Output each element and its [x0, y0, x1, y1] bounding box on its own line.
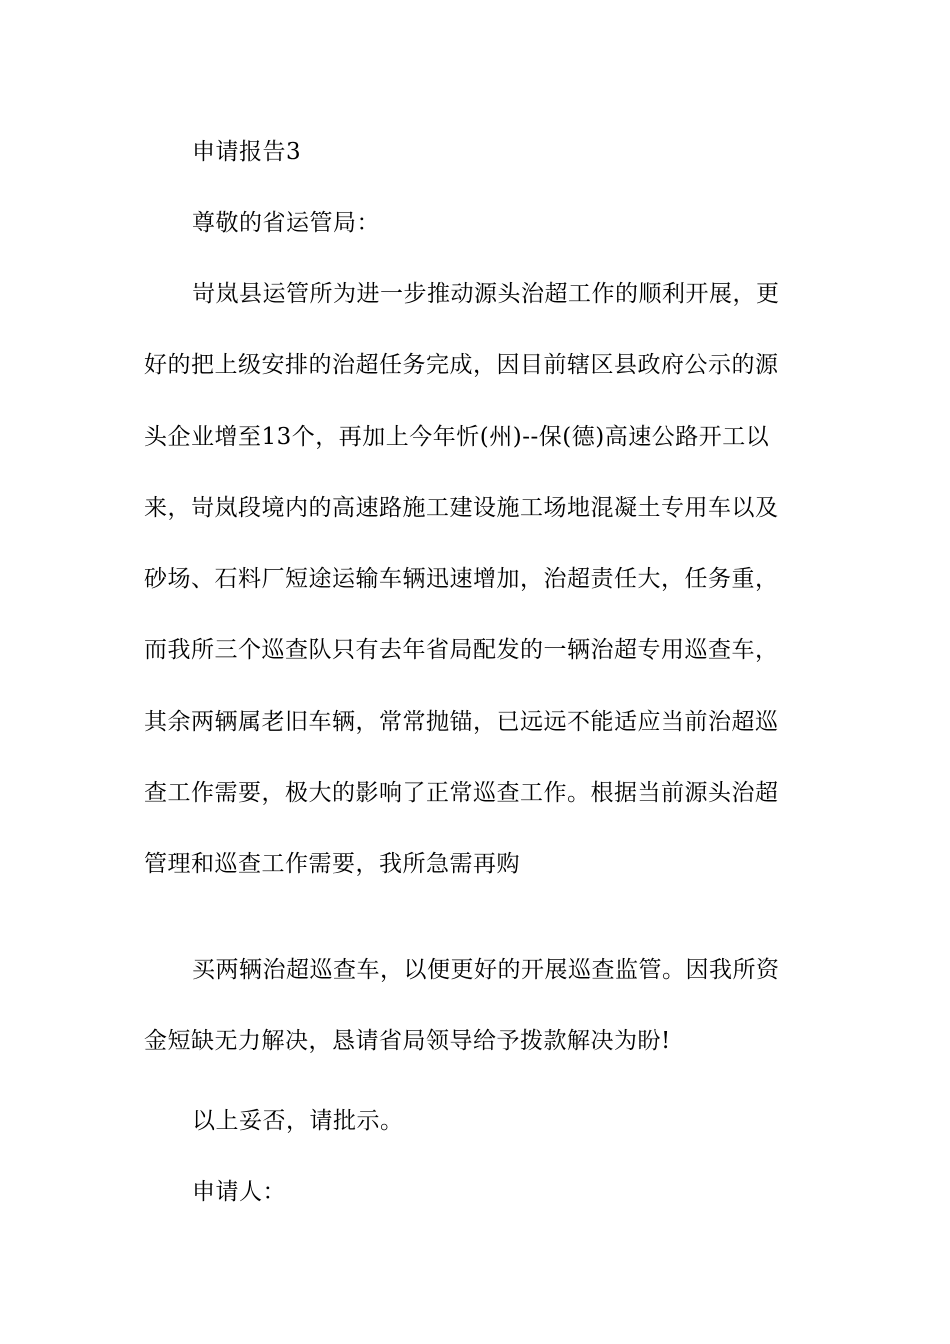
paragraph-line: 岢岚县运管所为进一步推动源头治超工作的顺利开展，更 — [192, 281, 780, 307]
salutation-text: 尊敬的省运管局： — [192, 210, 380, 236]
salutation — [144, 188, 809, 259]
paragraph-line: 买两辆治超巡查车，以便更好的开展巡查监管。因我所资 — [192, 957, 780, 983]
paragraph-line: 管理和巡查工作需要，我所急需再购 — [144, 851, 520, 878]
paragraph-line: 而我所三个巡查队只有去年省局配发的一辆治超专用巡查车， — [144, 637, 779, 664]
paragraph-line: 查工作需要，极大的影响了正常巡查工作。根据当前源头治超 — [144, 780, 779, 807]
document-heading — [144, 117, 809, 188]
closing-remark — [144, 1086, 809, 1157]
paragraph-line: 头企业增至13个，再加上今年忻(州)--保(德)高速公路开工以 — [144, 423, 770, 450]
closing-text: 以上妥否，请批示。 — [192, 1108, 404, 1134]
applicant-signature — [144, 1157, 809, 1228]
paragraph-line: 砂场、石料厂短途运输车辆迅速增加，治超责任大，任务重， — [144, 566, 779, 593]
paragraph-line: 其余两辆属老旧车辆，常常抛锚，已远远不能适应当前治超巡 — [144, 708, 779, 735]
applicant-label: 申请人： — [192, 1179, 286, 1205]
paragraph-line: 金短缺无力解决，恳请省局领导给予拨款解决为盼! — [144, 1028, 671, 1055]
heading-text: 申请报告3 — [192, 139, 302, 165]
paragraph-line: 来，岢岚段境内的高速路施工建设施工场地混凝土专用车以及 — [144, 494, 779, 521]
body-paragraph-2 — [144, 935, 809, 1078]
body-paragraph-1 — [144, 259, 809, 901]
paragraph-line: 好的把上级安排的治超任务完成，因目前辖区县政府公示的源 — [144, 352, 779, 379]
